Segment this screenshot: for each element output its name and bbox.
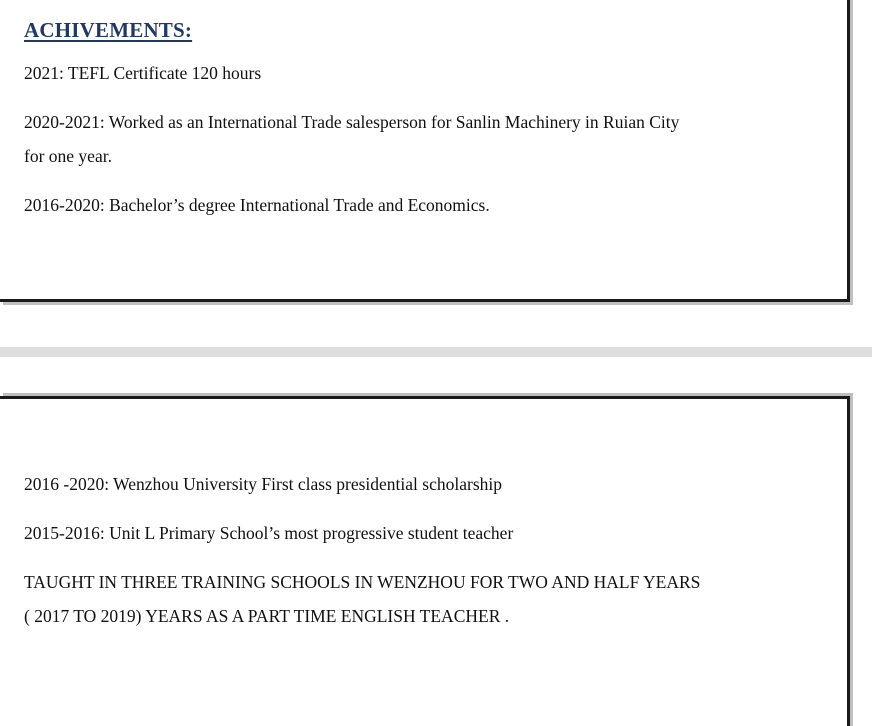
achievement-item-teaching: TAUGHT IN THREE TRAINING SCHOOLS IN WENZHOU FOR TWO AND HALF YEARS	[24, 572, 701, 592]
achievement-item-teaching-cont: ( 2017 TO 2019) YEARS AS A PART TIME ENGLISH TEACHER .	[24, 606, 510, 626]
page-separator	[0, 347, 872, 357]
achievement-item-sales-cont: for one year.	[24, 146, 112, 166]
achievement-item-scholarship: 2016 -2020: Wenzhou University First class presidential scholarship	[24, 474, 502, 494]
achievement-item-degree: 2016-2020: Bachelor’s degree International Trade and Economics.	[24, 195, 490, 215]
achievements-heading: ACHIVEMENTS:	[24, 18, 193, 42]
achievement-item-tefl: 2021: TEFL Certificate 120 hours	[24, 63, 262, 83]
achievement-item-sales: 2020-2021: Worked as an International Trade salesperson for Sanlin Machinery in Ruian City	[24, 112, 680, 132]
document-page-bottom	[0, 396, 850, 726]
achievement-item-student-teacher: 2015-2016: Unit L Primary School’s most progressive student teacher	[24, 523, 514, 543]
